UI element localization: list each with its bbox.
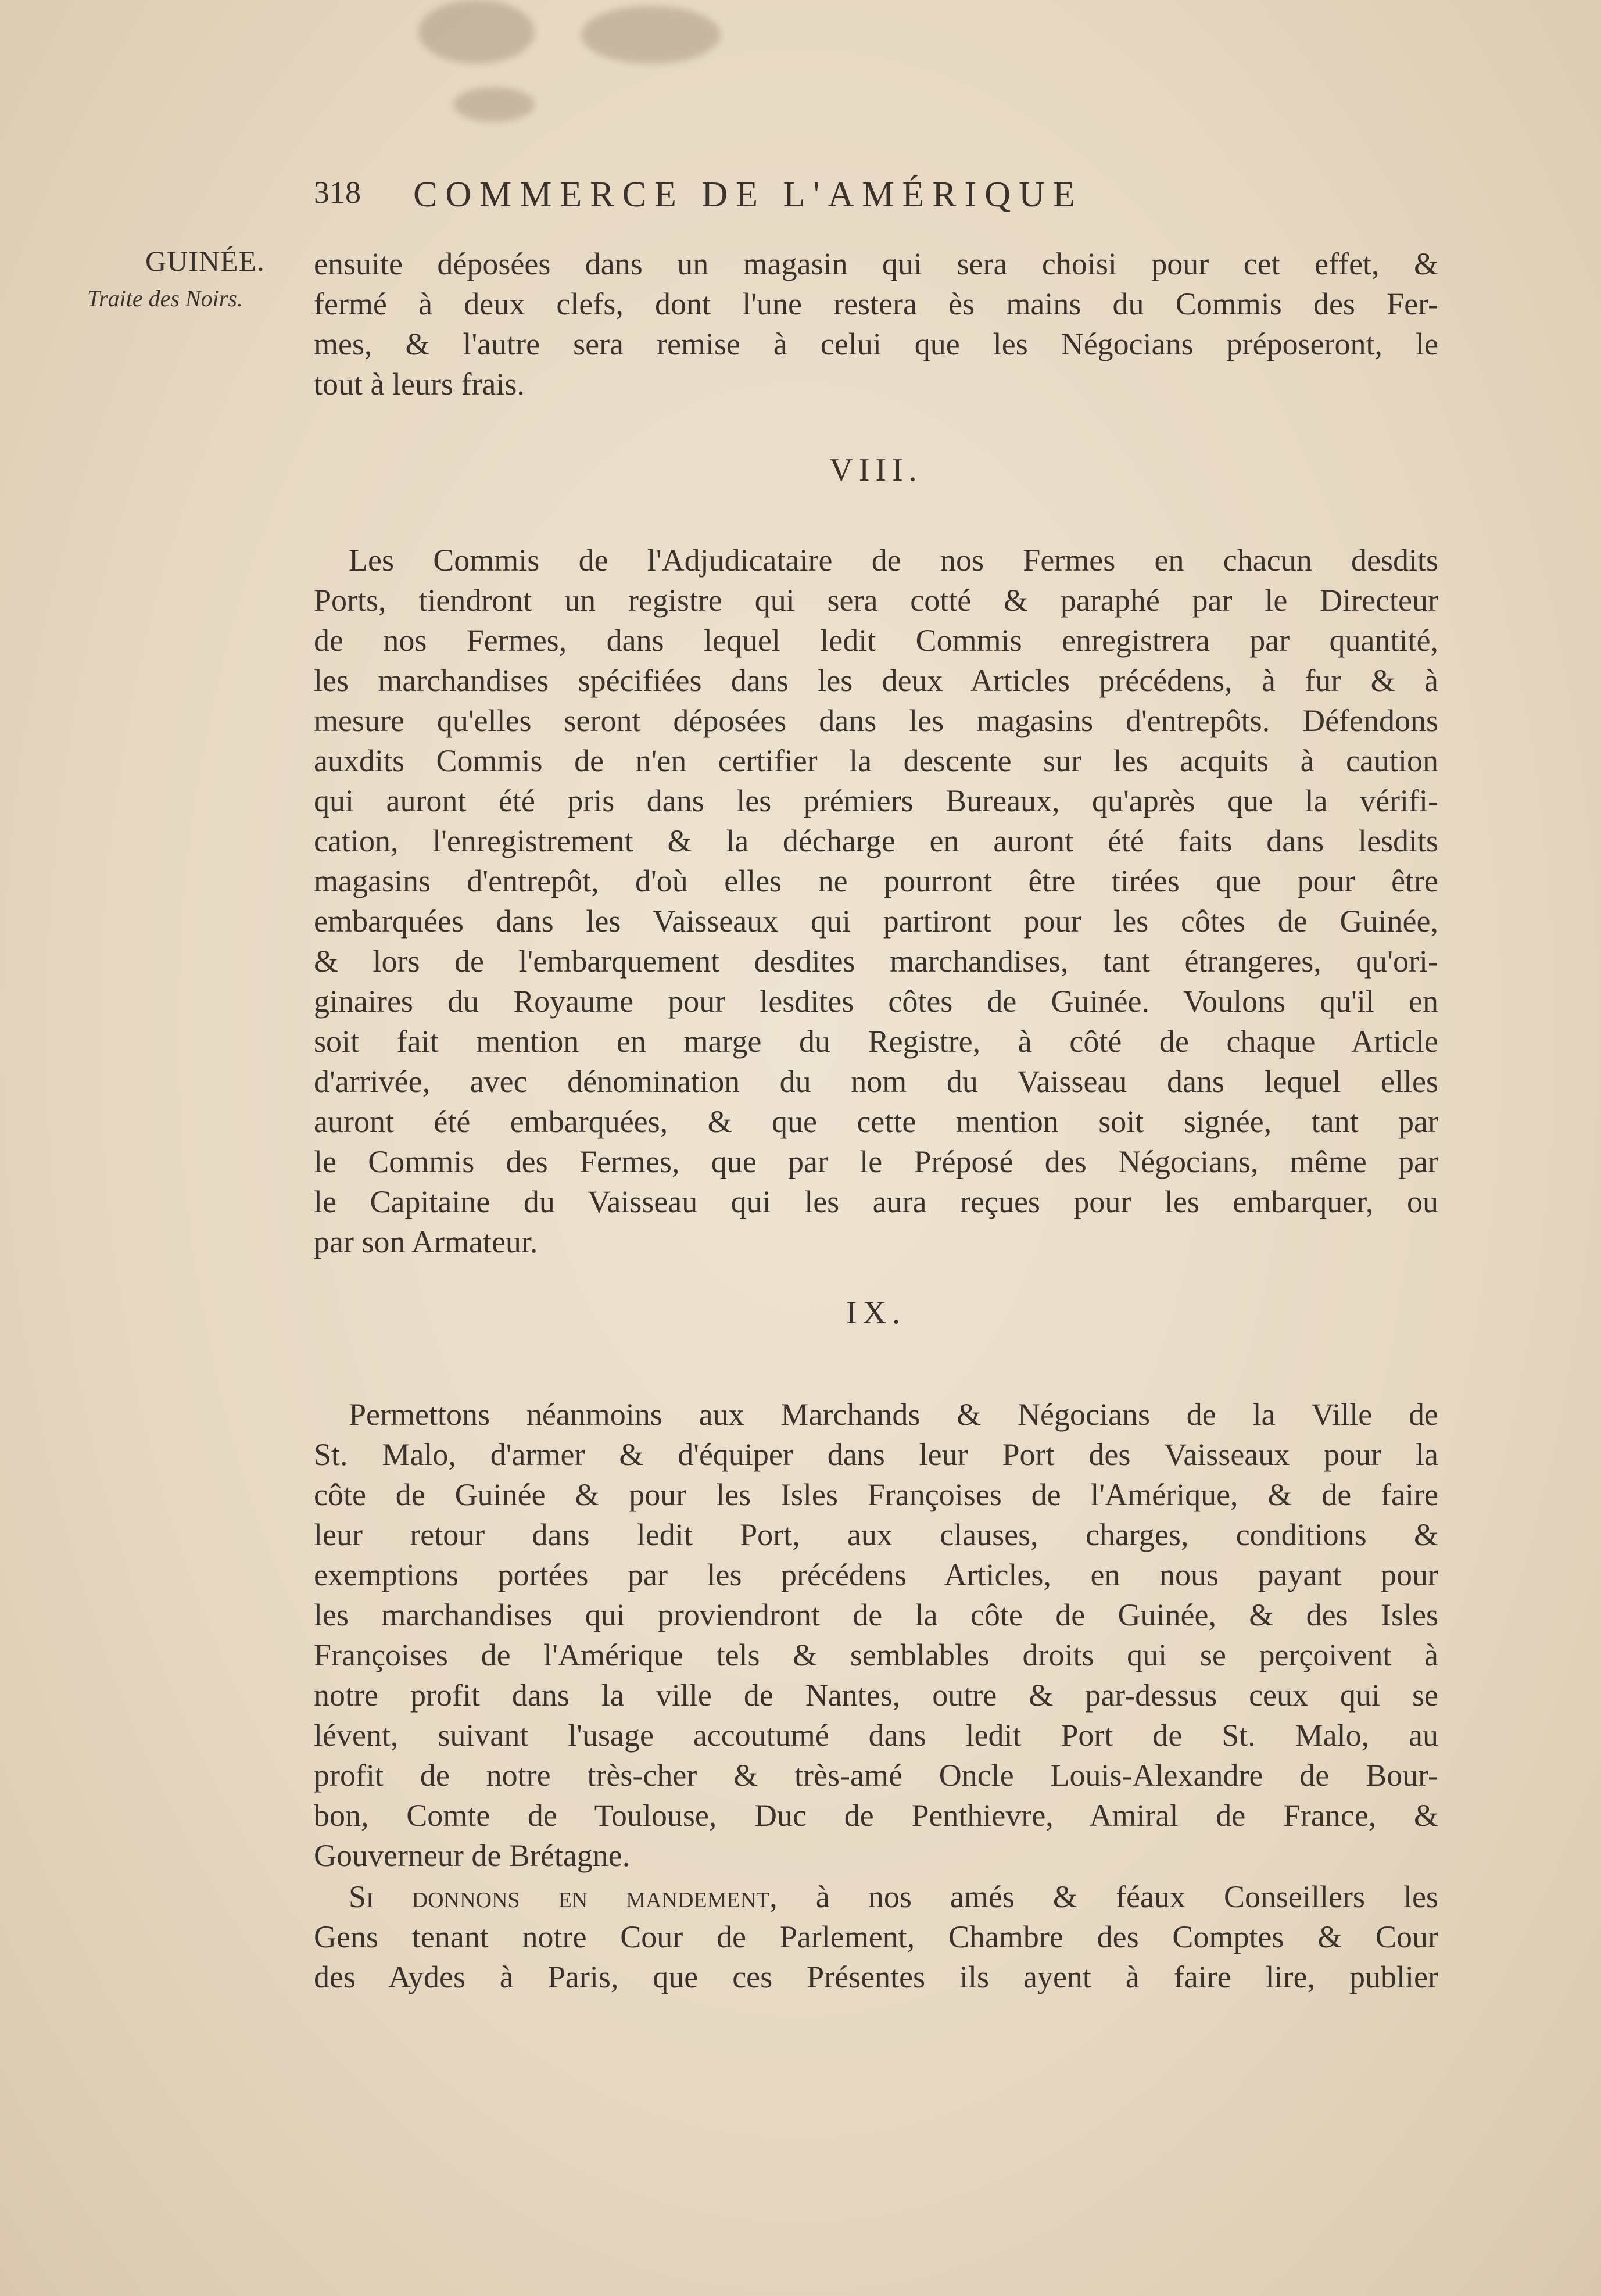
margin-note-traite: Traite des Noirs.	[87, 285, 243, 311]
page-number: 318	[314, 175, 361, 210]
text-line: Les Commis de l'Adjudicataire de nos Fermes en chacun desdits	[349, 543, 1438, 578]
text-line: Permettons néanmoins aux Marchands & Négocians de la Ville de	[349, 1397, 1438, 1432]
text-line: auront été embarquées, & que cette mention soit signée, tant par	[314, 1104, 1438, 1139]
text-line: notre profit dans la ville de Nantes, outre & par-dessus ceux qui se	[314, 1678, 1438, 1713]
text-line: lévent, suivant l'usage accoutumé dans ledit Port de St. Malo, au	[314, 1718, 1438, 1753]
text-line: mesure qu'elles seront déposées dans les magasins d'entrepôts. Défendons	[314, 703, 1438, 738]
text-line: cation, l'enregistrement & la décharge en auront été faits dans lesdits	[314, 823, 1438, 858]
text-line: magasins d'entrepôt, d'où elles ne pourront être tirées que pour être	[314, 864, 1438, 898]
text-line: fermé à deux clefs, dont l'une restera ès mains du Commis des Fer-	[314, 286, 1438, 321]
text-line: St. Malo, d'armer & d'équiper dans leur Port des Vaisseaux pour la	[314, 1437, 1438, 1472]
running-title: COMMERCE DE L'AMÉRIQUE	[413, 175, 1083, 214]
text-fragment: , à nos amés & féaux Conseillers les	[769, 1879, 1438, 1914]
text-line: Gens tenant notre Cour de Parlement, Chambre des Comptes & Cour	[314, 1919, 1438, 1954]
text-line: de nos Fermes, dans lequel ledit Commis enregistrera par quantité,	[314, 623, 1438, 658]
text-line: leur retour dans ledit Port, aux clauses, charges, conditions &	[314, 1517, 1438, 1552]
text-line: par son Armateur.	[314, 1224, 538, 1259]
stain	[418, 0, 535, 64]
text-line: profit de notre très-cher & très-amé Oncle Louis-Alexandre de Bour-	[314, 1758, 1438, 1793]
text-line: bon, Comte de Toulouse, Duc de Penthievre, Amiral de France, &	[314, 1798, 1438, 1833]
text-line: des Aydes à Paris, que ces Présentes ils ayent à faire lire, publier	[314, 1960, 1438, 1994]
text-line: ensuite déposées dans un magasin qui sera choisi pour cet effet, &	[314, 246, 1438, 281]
text-line: Ports, tiendront un registre qui sera cotté & paraphé par le Directeur	[314, 583, 1438, 618]
text-line: côte de Guinée & pour les Isles Françoises de l'Amérique, & de faire	[314, 1477, 1438, 1512]
text-line: auxdits Commis de n'en certifier la descente sur les acquits à caution	[314, 743, 1438, 778]
article-heading-ix: IX.	[846, 1295, 907, 1331]
text-line: les marchandises qui proviendront de la côte de Guinée, & des Isles	[314, 1597, 1438, 1632]
text-line: mes, & l'autre sera remise à celui que les Négocians préposeront, le	[314, 327, 1438, 361]
text-line: Gouverneur de Brétagne.	[314, 1838, 631, 1873]
text-line: le Commis des Fermes, que par le Préposé des Négocians, même par	[314, 1144, 1438, 1179]
article-ix-text	[314, 1395, 1438, 1876]
stain	[453, 87, 535, 122]
text-line: le Capitaine du Vaisseau qui les aura reçues pour les embarquer, ou	[314, 1184, 1438, 1219]
text-line: ginaires du Royaume pour lesdites côtes de Guinée. Voulons qu'il en	[314, 984, 1438, 1019]
paragraph-continuation	[314, 244, 1438, 404]
text-line: & lors de l'embarquement desdites marchandises, tant étrangeres, qu'ori-	[314, 944, 1438, 979]
text-line: les marchandises spécifiées dans les deux Articles précédens, à fur & à	[314, 663, 1438, 698]
running-header	[314, 174, 1278, 216]
text-line: exemptions portées par les précédens Articles, en nous payant pour	[314, 1557, 1438, 1592]
margin-note-guinee: GUINÉE.	[145, 245, 265, 277]
article-viii-text	[314, 540, 1438, 1262]
text-line: qui auront été pris dans les prémiers Bureaux, qu'après que la vérifi-	[314, 783, 1438, 818]
article-heading-viii: VIII.	[829, 452, 923, 488]
text-line: soit fait mention en marge du Registre, à côté de chaque Article	[314, 1024, 1438, 1059]
text-line: embarquées dans les Vaisseaux qui partiront pour les côtes de Guinée,	[314, 904, 1438, 939]
text-line: d'arrivée, avec dénomination du nom du Vaisseau dans lequel elles	[314, 1064, 1438, 1099]
stain	[581, 6, 721, 64]
mandement-paragraph	[314, 1877, 1438, 1997]
text-line: Françoises de l'Amérique tels & semblables droits qui se perçoivent à	[314, 1638, 1438, 1672]
text-line	[314, 1877, 1438, 1917]
text-line: tout à leurs frais.	[314, 367, 525, 402]
small-caps-phrase: Si donnons en mandement	[349, 1879, 770, 1914]
